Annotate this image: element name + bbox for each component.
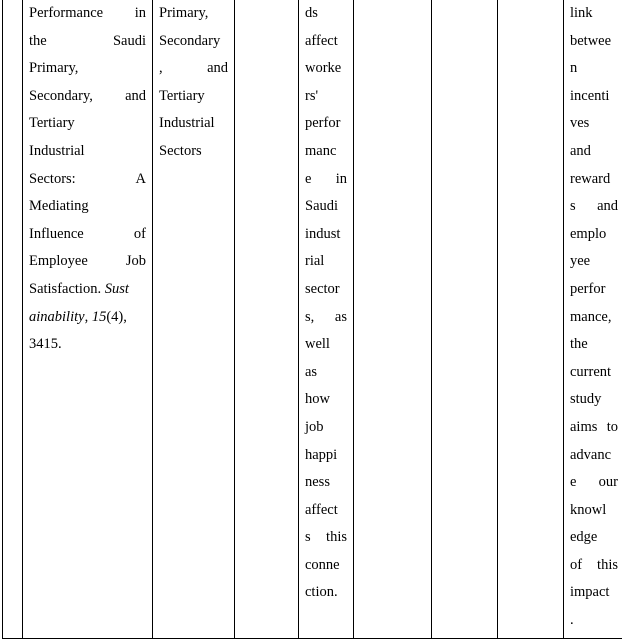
text-word: to <box>606 418 618 435</box>
sector-text <box>159 0 228 166</box>
text-word: Secondary, <box>29 87 93 104</box>
empty-cell <box>354 0 432 639</box>
text-word: in <box>335 170 347 187</box>
text-line <box>570 414 618 442</box>
text-line: betwee <box>570 32 612 49</box>
text-line: Tertiary <box>159 87 205 104</box>
issue-number: (4), <box>106 308 127 325</box>
objective-cell <box>299 0 354 639</box>
text-line <box>570 193 618 221</box>
text-line: Tertiary <box>29 115 75 132</box>
citation-fragment: Satisfaction. <box>29 280 105 297</box>
text-line: the <box>570 336 588 353</box>
text-line: Sectors <box>159 142 202 159</box>
text-word: and <box>125 87 146 104</box>
text-word: aims <box>570 418 598 435</box>
citation-line <box>29 276 146 304</box>
text-line: Industrial <box>29 142 85 159</box>
volume-number: 15 <box>91 308 107 325</box>
text-line: impact <box>570 584 610 601</box>
text-line <box>29 28 146 56</box>
text-line: ness <box>305 474 330 491</box>
text-line: how <box>305 391 330 408</box>
text-word: A <box>135 170 146 187</box>
text-line: . <box>570 612 574 629</box>
text-line: Secondary <box>159 32 221 49</box>
text-line: Mediating <box>29 198 89 215</box>
citation-text <box>29 0 146 276</box>
text-word: e <box>570 474 577 491</box>
text-line <box>305 524 347 552</box>
text-line: incenti <box>570 87 610 104</box>
citation-fragment: , <box>84 308 92 325</box>
text-line: link <box>570 5 593 21</box>
text-line: indust <box>305 225 341 242</box>
journal-name-fragment: ainability <box>29 308 85 325</box>
text-line: happi <box>305 446 338 463</box>
empty-cell <box>498 0 564 639</box>
text-line: edge <box>570 529 598 546</box>
text-word: of <box>570 556 583 573</box>
text-line: ves <box>570 115 590 132</box>
text-line: knowl <box>570 501 607 518</box>
text-line: affect <box>305 32 338 49</box>
text-line: study <box>570 391 602 408</box>
sector-cell <box>153 0 235 639</box>
text-line: advanc <box>570 446 612 463</box>
text-word: the <box>29 32 47 49</box>
citation-line <box>29 304 146 332</box>
text-line: affect <box>305 501 338 518</box>
text-word: of <box>133 225 146 242</box>
text-line <box>29 0 146 28</box>
text-word: Sectors: <box>29 170 76 187</box>
text-word: Performance <box>29 5 104 21</box>
text-line: and <box>570 142 591 159</box>
text-word: , <box>159 60 163 77</box>
text-line: current <box>570 363 612 380</box>
text-line <box>305 304 347 332</box>
text-word: and <box>597 198 618 215</box>
table-row <box>3 0 622 639</box>
citation-line <box>29 331 146 359</box>
citation-cell <box>23 0 153 639</box>
text-word: s, <box>305 308 315 325</box>
text-line: job <box>305 418 324 435</box>
text-line <box>305 166 347 194</box>
page-number: 3415. <box>29 336 62 353</box>
text-line: emplo <box>570 225 607 242</box>
text-line: yee <box>570 253 591 270</box>
text-line: n <box>570 60 578 77</box>
text-line: conne <box>305 556 340 573</box>
text-line <box>570 552 618 580</box>
text-line <box>29 83 146 111</box>
text-word: e <box>305 170 312 187</box>
empty-cell <box>432 0 498 639</box>
text-line <box>29 248 146 276</box>
literature-review-table <box>2 0 622 639</box>
empty-cell <box>235 0 299 639</box>
text-line: sector <box>305 280 340 297</box>
text-line: perfor <box>305 115 341 132</box>
text-line: Primary, <box>159 5 209 21</box>
text-word: this <box>597 556 618 573</box>
text-line <box>159 55 228 83</box>
text-word: Saudi <box>112 32 146 49</box>
text-word: Influence <box>29 225 84 242</box>
text-line: reward <box>570 170 611 187</box>
text-line: rs' <box>305 87 319 104</box>
text-line <box>29 166 146 194</box>
finding-text <box>570 0 618 635</box>
text-line: Primary, <box>29 60 79 77</box>
text-line: Industrial <box>159 115 215 132</box>
text-line: worke <box>305 60 342 77</box>
text-word: s <box>570 198 576 215</box>
text-line: Saudi <box>305 198 339 215</box>
objective-text <box>305 0 347 607</box>
text-line <box>29 221 146 249</box>
text-line: ction. <box>305 584 338 601</box>
text-word: our <box>598 474 618 491</box>
text-line: as <box>305 363 318 380</box>
text-word: as <box>334 308 347 325</box>
text-line: ds <box>305 5 318 21</box>
text-line: well <box>305 336 330 353</box>
text-word: Employee <box>29 253 88 270</box>
text-line: rial <box>305 253 325 270</box>
text-line <box>570 469 618 497</box>
text-word: Job <box>125 253 146 270</box>
finding-cell <box>564 0 622 639</box>
text-word: s <box>305 529 311 546</box>
text-word: in <box>134 5 146 21</box>
text-line: perfor <box>570 280 606 297</box>
text-line: manc <box>305 142 337 159</box>
index-cell <box>3 0 23 639</box>
journal-name-fragment: Sust <box>104 280 129 297</box>
text-word: and <box>207 60 228 77</box>
text-line: mance, <box>570 308 612 325</box>
text-word: this <box>326 529 347 546</box>
